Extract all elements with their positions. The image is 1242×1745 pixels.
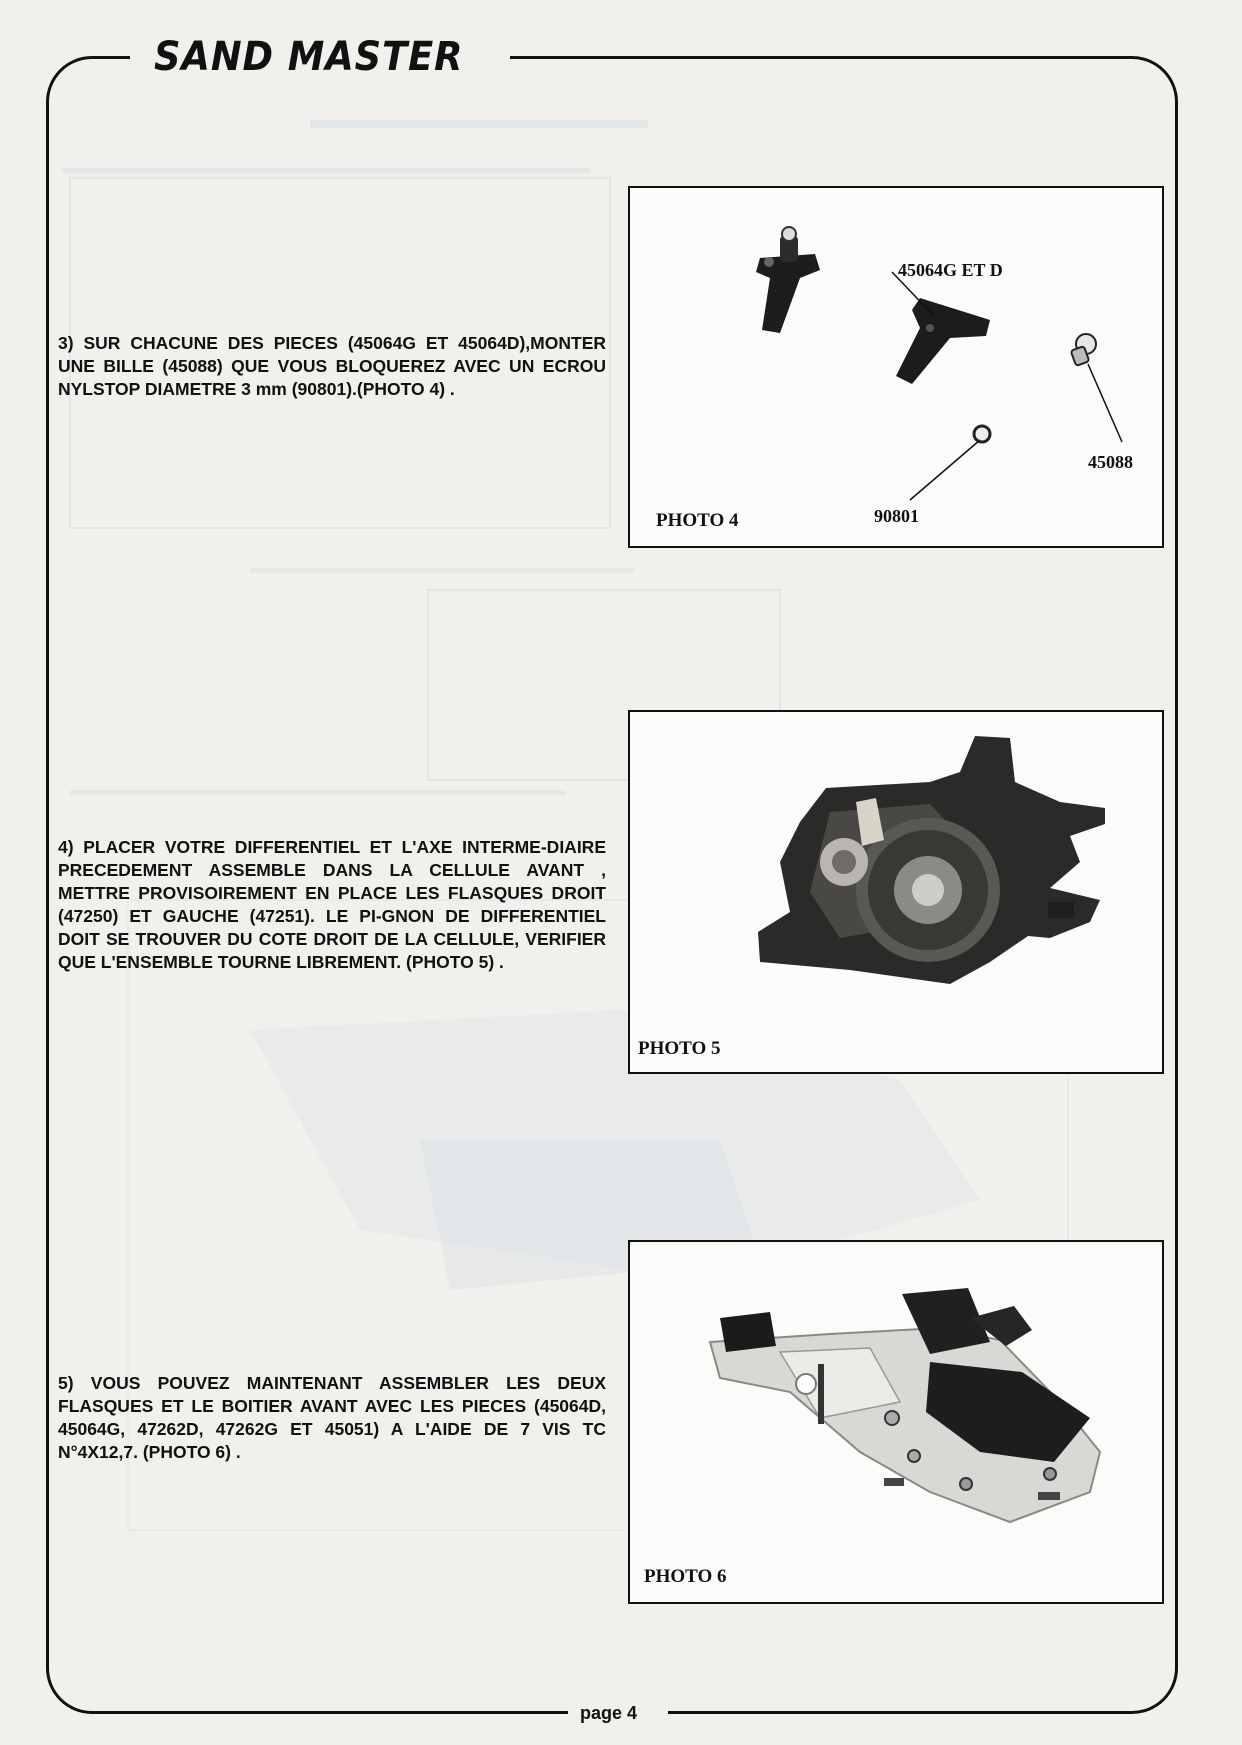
label-45064g-et-d: 45064G ET D	[898, 260, 1003, 280]
photo-6-image	[630, 1242, 1162, 1602]
photo-4-image	[630, 188, 1162, 546]
label-45088: 45088	[1088, 452, 1133, 472]
photo-5-caption: PHOTO 5	[638, 1038, 721, 1059]
step-5-text: 5) VOUS POUVEZ MAINTENANT ASSEMBLER LES DEUX FLASQUES ET LE BOITIER AVANT AVEC LES PIECES (45064D, 45064G, 47262D, 47262G ET 45051) A L'AIDE DE 7 VIS TC N°4X12,7. (PHOTO 6) .	[58, 1373, 606, 1462]
photo-4	[628, 186, 1164, 548]
show-through-text: ▬▬▬▬▬▬▬▬▬▬▬▬▬	[310, 104, 648, 134]
show-through-text: ▬▬▬▬▬▬▬▬▬▬▬▬▬▬▬▬▬▬▬▬▬▬▬▬	[250, 560, 634, 577]
page-title: SAND MASTER	[154, 34, 464, 80]
step-4-text: 4) PLACER VOTRE DIFFERENTIEL ET L'AXE INTERME-DIAIRE PRECEDEMENT ASSEMBLE DANS LA CELLULE AVANT , METTRE PROVISOIREMENT EN PLACE LES FLASQUES DROIT (47250) ET GAUCHE (47251). LE PI-GNON DE DIFFERENTIEL DOIT SE TROUVER DU COTE DROIT DE LA CELLULE, VERIFIER QUE L'ENSEMBLE TOURNE LIBREMENT. (PHOTO 5) .	[58, 837, 606, 972]
photo-5	[628, 710, 1164, 1074]
step-3-text: 3) SUR CHACUNE DES PIECES (45064G ET 45064D),MONTER UNE BILLE (45088) QUE VOUS BLOQUEREZ AVEC UN ECROU NYLSTOP DIAMETRE 3 mm (90801).(PHOTO 4) .	[58, 333, 606, 399]
photo-6-caption: PHOTO 6	[644, 1566, 727, 1587]
page-number: page 4	[580, 1703, 638, 1723]
photo-6	[628, 1240, 1164, 1604]
photo-5-image	[630, 712, 1162, 1072]
label-90801: 90801	[874, 506, 919, 526]
show-through-text: ▬▬▬▬▬▬▬▬▬▬▬▬▬▬▬▬▬▬▬▬▬▬▬▬▬▬▬▬▬▬▬▬▬	[62, 160, 590, 177]
photo-4-caption: PHOTO 4	[656, 510, 739, 531]
show-through-text: ▬▬▬▬▬▬▬▬▬▬▬▬▬▬▬▬▬▬▬▬▬▬▬▬▬▬▬▬▬▬▬	[70, 782, 566, 799]
